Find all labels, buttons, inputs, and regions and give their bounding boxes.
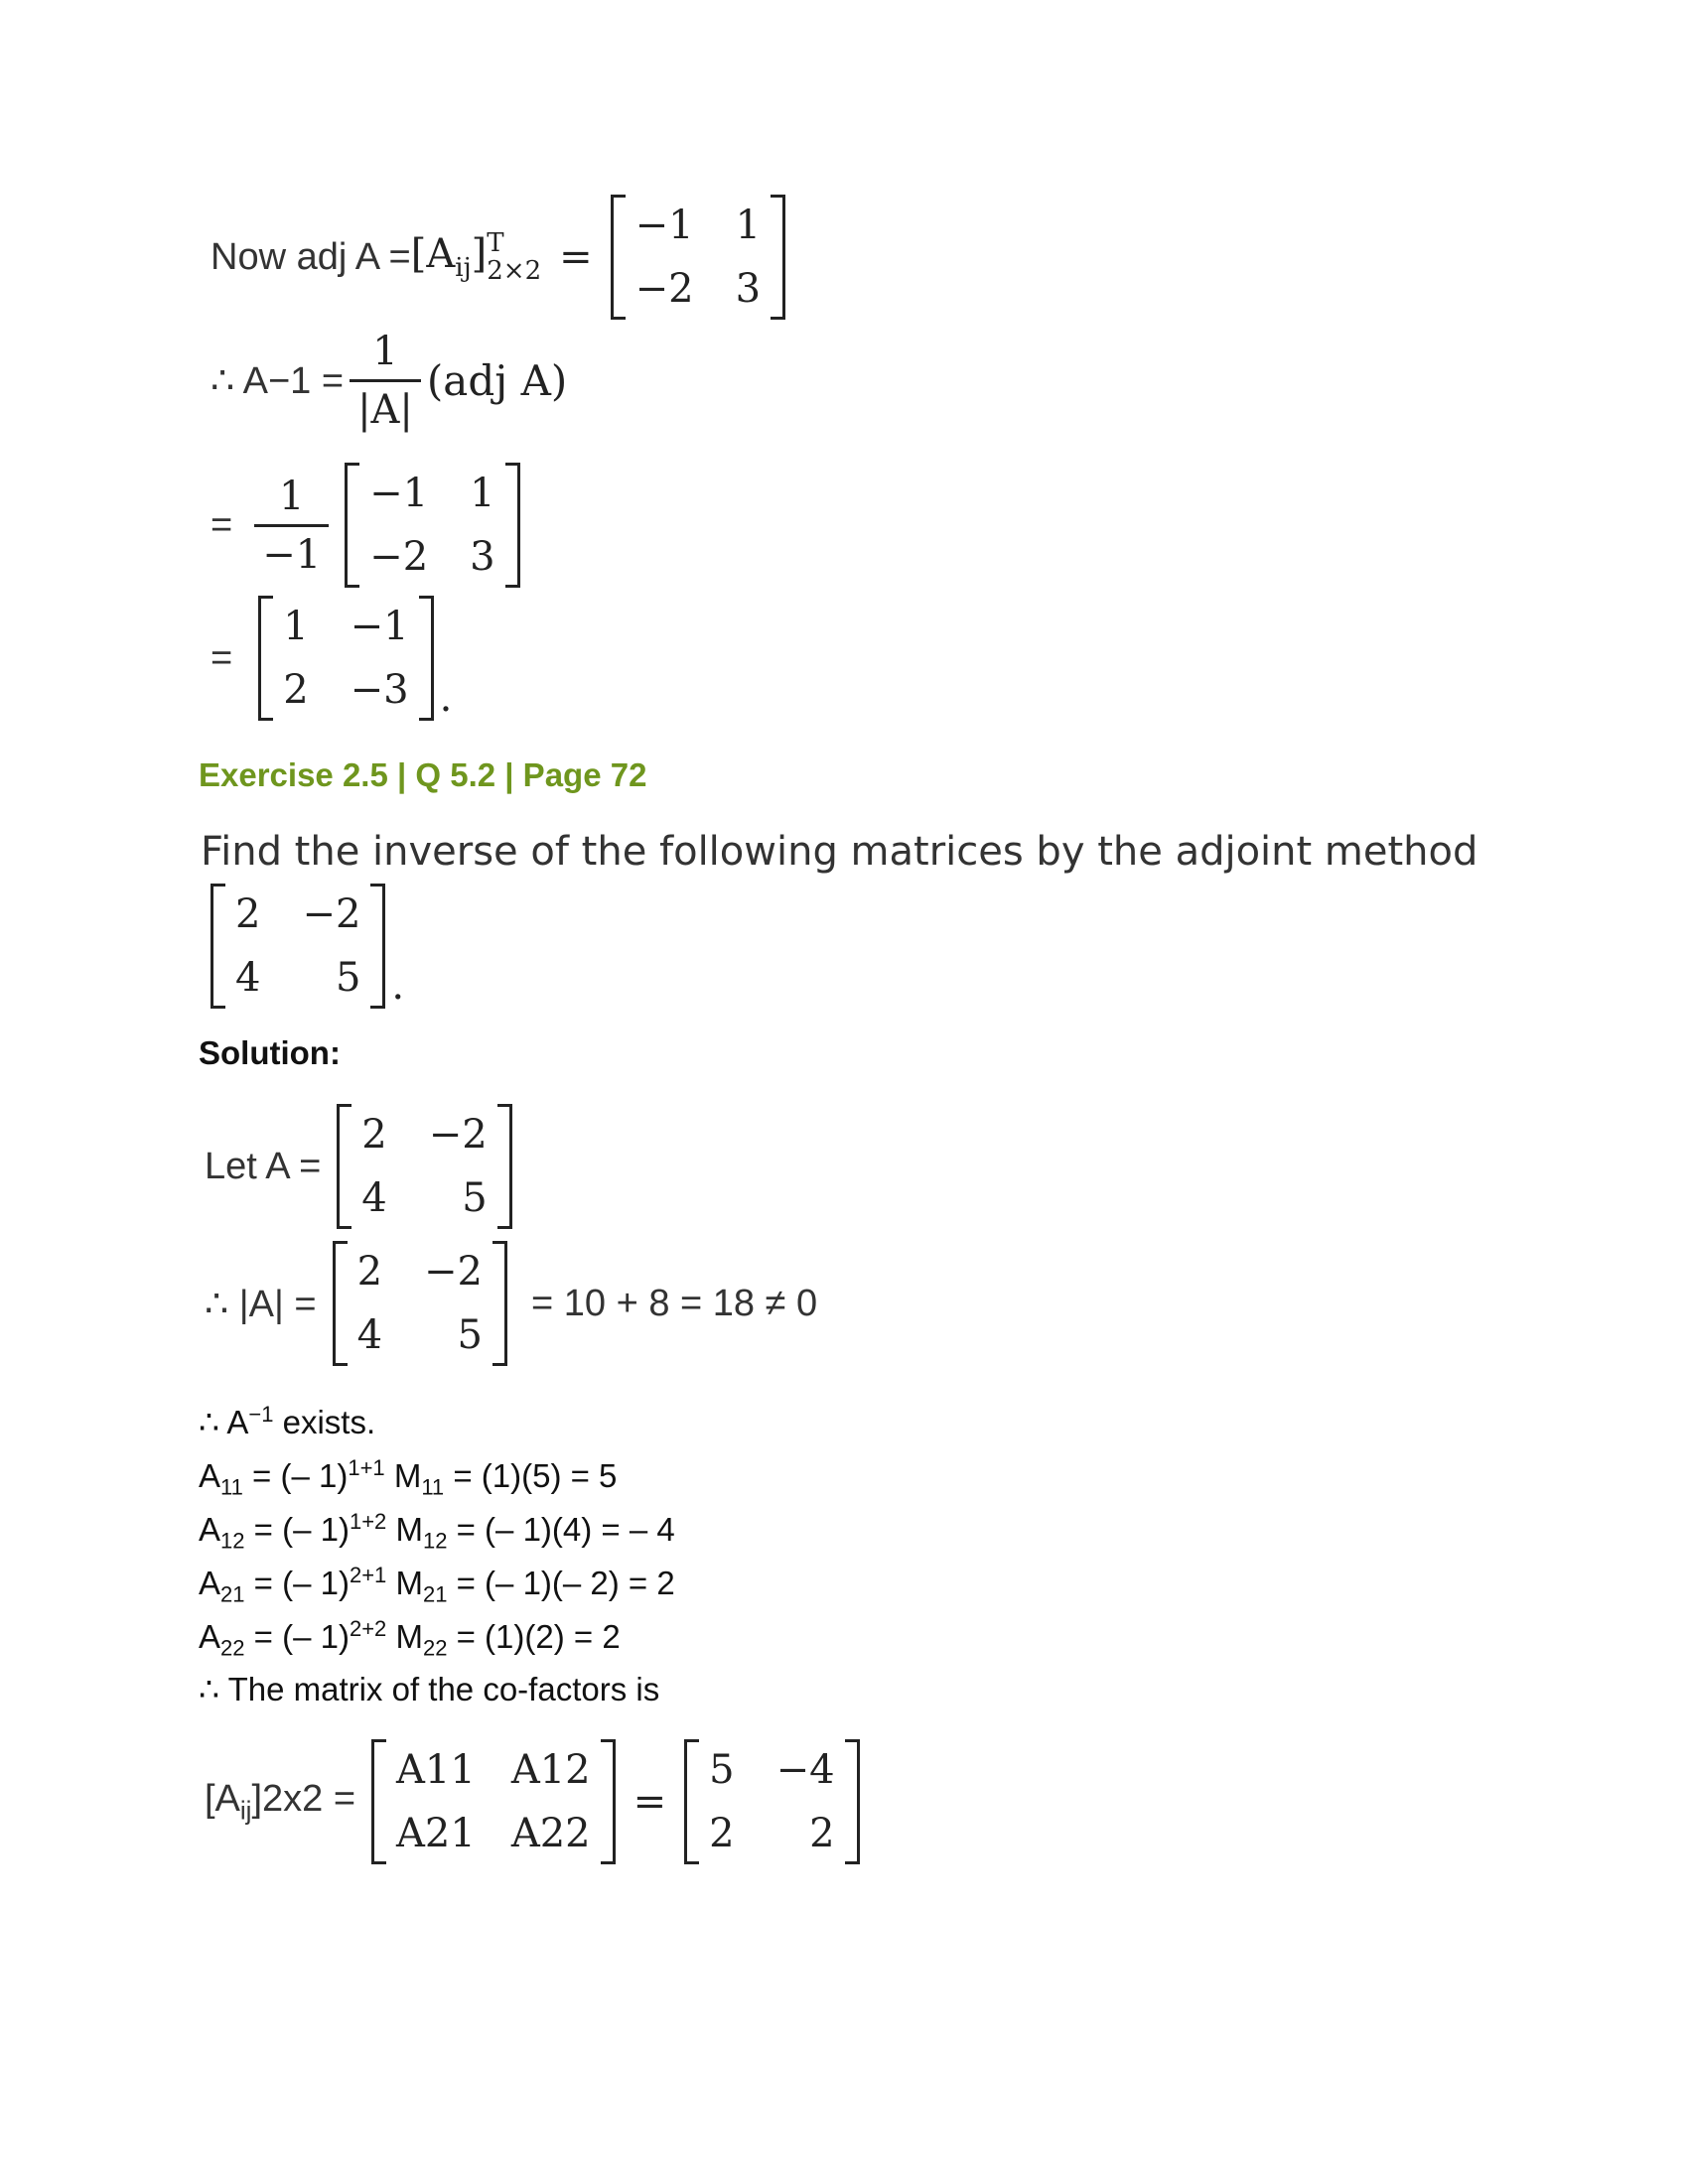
- solution-label: Solution:: [199, 1034, 341, 1071]
- cofactor-a22: $A_{22}$ = (– 1)$^{2+2}$ $M_{22} = (1)(2) = 2$: [199, 1616, 621, 1661]
- cofactor-matrix-text: ∴ The matrix of the co-factors is: [199, 1671, 660, 1707]
- adj-a-matrix: −1 1 −2 3: [611, 195, 785, 320]
- question-matrix: 2 −2 4 5: [211, 884, 385, 1009]
- inverse-formula: [211, 324, 567, 438]
- let-a-line: Let A = 2 −2 4 5: [205, 1104, 512, 1229]
- inverse-step-2: = 1 −1 2 −3 .: [211, 596, 452, 721]
- adj-a-label: Now adj A =: [211, 235, 411, 278]
- inverse-fraction: $\frac{1}{|A|}$: [350, 324, 421, 438]
- adj-a-text: (adj A): [426, 356, 568, 405]
- let-a-matrix: 2 −2 4 5: [337, 1104, 511, 1229]
- step1-matrix: −1 1 −2 3: [345, 463, 519, 588]
- inverse-step-1: = $\frac{1}{-1}$ −1 1 −2 3: [211, 463, 520, 588]
- question-matrix-row: 2 −2 4 5 .: [211, 884, 404, 1009]
- cofactor-a21: $A_{21}$ = (– 1)$^{2+1}$ $M_{21}$ = (– 1)(– 2) = 2: [199, 1563, 675, 1607]
- inverse-exists: ∴ $A^{-1}$ exists.: [199, 1402, 376, 1440]
- determinant-line: ∴ |A| = 2 −2 4 5 = 10 + 8 = 18 ≠ 0: [205, 1241, 817, 1366]
- cofactor-value-matrix: 5 −4 2 2: [684, 1739, 859, 1864]
- question-text: Find the inverse of the following matrices by the adjoint method: [201, 829, 1478, 875]
- cofactor-matrix-line: $[A_{ij}]2x2$ = A11 A12 A21 A22 = 5 −4 2 2: [205, 1739, 860, 1864]
- cofactor-a11: $A_{11}$ = (– 1)$^{1+1}$ $M_{11} = (1)(5) = 5$: [199, 1455, 618, 1500]
- exercise-heading[interactable]: Exercise 2.5 | Q 5.2 | Page 72: [199, 756, 647, 793]
- determinant-matrix: 2 −2 4 5: [333, 1241, 507, 1366]
- determinant-result: = 10 + 8 = 18 ≠ 0: [531, 1282, 818, 1324]
- cofactor-symbol-matrix: A11 A12 A21 A22: [371, 1739, 616, 1864]
- cofactor-matrix-label: $[A_{ij}]2x2$ =: [205, 1777, 356, 1826]
- inverse-label: ∴ A−1 =: [211, 360, 345, 402]
- adj-a-line: Now adj A = $[A_{ij}]$ T 2×2 = −1 1 −2 3: [211, 195, 785, 320]
- inverse-result-matrix: 1 −1 2 −3: [258, 596, 433, 721]
- adj-a-expression: $[A_{ij}]$ T 2×2: [410, 228, 542, 286]
- step1-fraction: $\frac{1}{-1}$: [254, 469, 329, 583]
- cofactor-a12: $A_{12}$ = (– 1)$^{1+2}$ $M_{12}$ = (– 1)(4) = – 4: [199, 1509, 675, 1554]
